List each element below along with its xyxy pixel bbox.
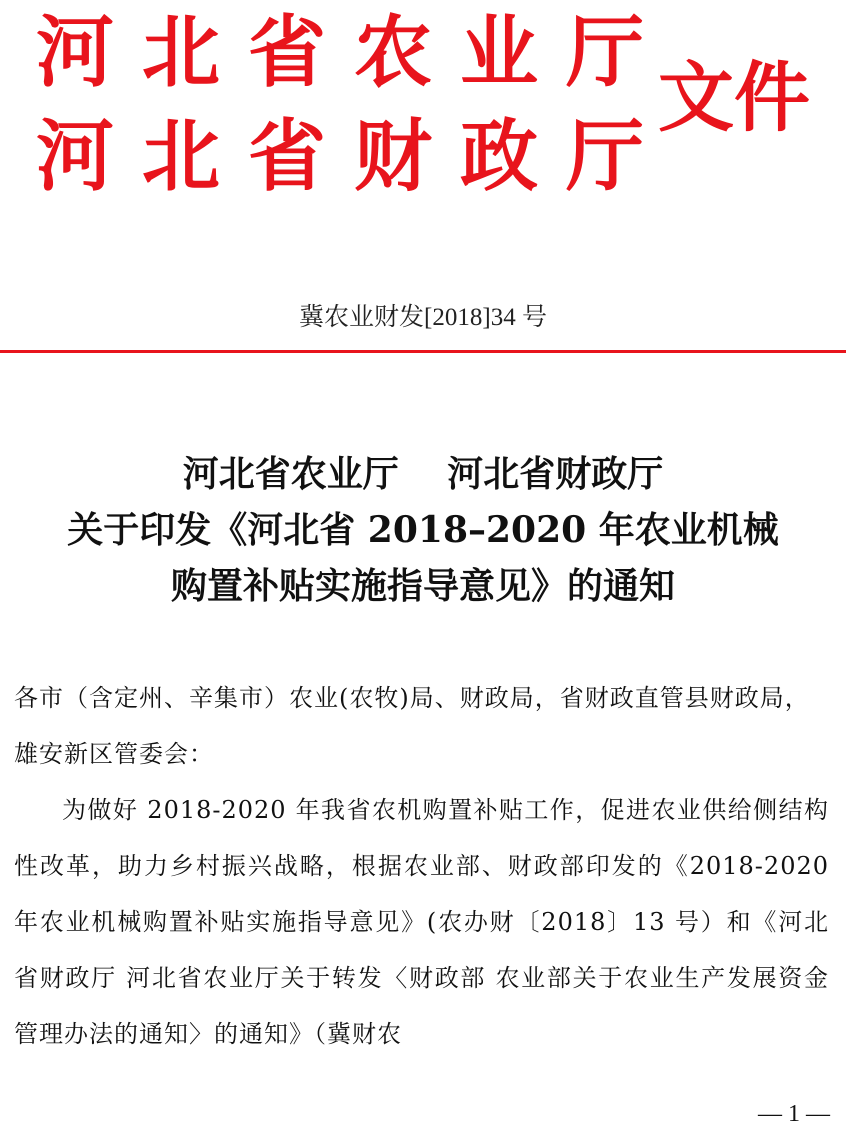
issuer-name-finance: 河北省财政厅 xyxy=(36,111,673,202)
document-suffix: 文件 xyxy=(658,53,810,142)
title-line: 关于印发《河北省 2018–2020 年农业机械 xyxy=(67,509,779,551)
body-paragraph: 为做好 2018-2020 年我省农机购置补贴工作，促进农业供给侧结构性改革，助力乡村振兴战略，根据农业部、财政部印发的《2018-2020 年农业机械购置补贴实施指导意见》(农办财〔2018〕13 号）和《河北省财政厅 河北省农业厅关于转发〈财政部 农业部关于农业生产发展资金管理办法的通知〉的通知》（冀财农 xyxy=(14,796,829,1048)
page-number: — 1 — xyxy=(758,1101,830,1127)
salutation: 各市（含定州、辛集市）农业(农牧)局、财政局，省财政直管县财政局，雄安新区管委会： xyxy=(14,684,810,768)
document-body xyxy=(14,670,829,1062)
document-title xyxy=(0,446,846,614)
red-divider-line xyxy=(0,350,846,353)
issuer-name-agriculture: 河北省农业厅 xyxy=(36,7,673,98)
title-line: 河北省农业厅 河北省财政厅 xyxy=(182,453,664,495)
title-line: 购置补贴实施指导意见》的通知 xyxy=(170,565,675,607)
document-number: 冀农业财发[2018]34 号 xyxy=(299,304,547,331)
